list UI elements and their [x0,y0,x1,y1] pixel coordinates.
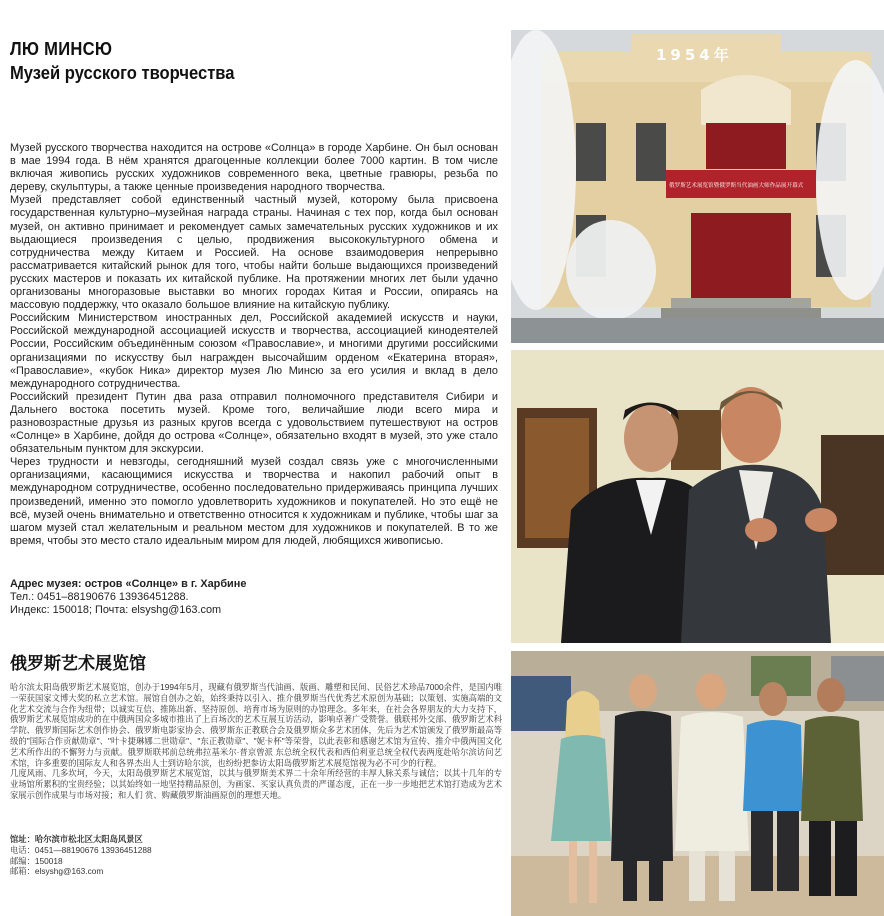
paragraph: 哈尔滨太阳岛俄罗斯艺术展览馆，创办于1994年5月，现藏有俄罗斯当代油画、版画、雕塑和民间、民俗艺术珍品7000余件，是国内唯一荣获国家文博大奖的私立艺术馆。展馆自创办之始，始终秉持以引入、推介俄罗斯当代优秀艺术原创为基础；以策划、实施高端的文化艺术交流与合作为纽带；以诚实互信、推陈出新、坚持原创、培育市场为原则的办馆理念。多年来，在社会各界朋友的大力支持下，俄罗斯艺术展览馆成功的在中俄两国众多城市推出了上百场次的艺术互展互访活动，影响卓著广受赞誉。俄联邦外交部、俄罗斯艺术科学院、俄罗斯国际艺术创作协会、俄罗斯电影家协会、俄罗斯东正教联合会及俄罗斯众多艺术团体，先后为艺术馆颁发了俄罗斯最高等级的"国际合作贡献勋章"、"叶卡捷琳娜二世勋章"、"东正教勋章"、"妮卡杯"等荣誉，以此表彰和感谢艺术馆为宣传、推介中俄两国文化艺术所作出的不懈努力与贡献。俄罗斯联邦前总统弗拉基米尔·普京曾派 东总统全权代表和西伯利亚总统全权代表两度赴哈尔滨访问艺术馆，许多重要的国际友人和各界杰出人士到访哈尔滨，也纷纷把参访太阳岛俄罗斯艺术展览馆视为必不可少的行程。 [10,682,502,768]
banner-text: 俄罗斯艺术展览馆暨俄罗斯当代油画大师作品展开幕式 [669,183,804,189]
paragraph: Музей представляет собой единственный частный музей, которому была присвоена государственная культурно–музейная награда страны. Начиная с тех пор, когда был основан музей, он активно принимает и рекомендует самых замечательных русских художников и их выдающиеся произведения с целью, продвижения высококультурного обмена и сотрудничества между Китаем и Россией. На основе взаимодоверия непрерывно рассматривается китайский рынок для того, чтобы найти больше выдающихся произведений русских мастеров и показать их китайской публике. На протяжении многих лет были удачно организованы многоразовые выставки во многих городах Китая и России, опираясь на массовую поддержку, что оказало большое влияние на китайскую публику. [10,194,498,312]
russian-article-body [10,142,498,548]
group-photo [511,651,884,916]
article-header [10,38,498,84]
cn-email-line: 邮箱：elsyshg@163.com [10,866,104,877]
paragraph: Российский президент Путин два раза отправил полномочного представителя Сибири и Дальнего востока посетить музей. Кроме того, величайшие люди всего мира и разновозрастные друзья из разных кругов всегда с удовольствием путешествуют на остров «Солнце» в Харбине, дойдя до острова «Солнце», обязательно входят в музей, это уже стало обязательным пунктом для экскурсии. [10,390,498,456]
paragraph: Через трудности и невзгоды, сегодняшний музей создал связь уже с многочисленными организациями, касающимися искусства и творчества и накопил рабочий опыт в международном сотрудничестве, особенно последовательно придерживаясь принципа лучших произведений, именно это помогло удовлетворить художников и покупателей. Но это ещё не всё, музей очень внимательно и ответственно относится к художникам и публике, чтобы шаг за шагом музей стал желательным и реальном местом для художников и покупателей. В то же время, чтобы это место стало идеальным миром для людей, любящихся живописью. [10,456,498,547]
chinese-article-body [10,682,502,801]
author-name: ЛЮ МИНСЮ [10,39,113,59]
museum-building-photo [511,30,884,343]
phone-line: Тел.: 0451–88190676 13936451288. [10,591,189,604]
chinese-title: 俄罗斯艺术展览馆 [10,654,146,673]
cn-zip-line: 邮编：150018 [10,855,63,866]
address-title: Адрес музея: остров «Солнце» в г. Харбине [10,578,247,590]
chinese-address-block [10,834,310,877]
cn-phone-line: 电话：0451—88190676 13936451288 [10,844,152,855]
russian-address-block [10,578,498,618]
paragraph: Российским Министерством иностранных дел, Российской академией искусств и науки, Российской международной ассоциацией искусств и творчества, ассоциацией кинодеятелей России, Российским объединённым союзом «Православие», и многими другими российскими организациями по искусству был награжден высочайшим орденом «Екатерина вторая», «Православие», «кубок Ника» директор музея Лю Минсю за его усилия и вклад в дело международного сотрудничества. [10,312,498,390]
cn-address-title: 馆址：哈尔滨市松北区太阳岛风景区 [10,834,143,844]
two-men-photo [511,350,884,643]
building-year-text: 1954年 [656,46,733,64]
paragraph: 几度风雨、几多坎坷，今天，太阳岛俄罗斯艺术展览馆，以其与俄罗斯美术界二十余年所经营的丰厚人脉关系与诚信；以其十几年的专业场馆所累积的宝贵经验；以其始终如一地坚持精品原创，为画家、买家认真负责的严谨态度，正在一步一步地把艺术馆打造成为艺术家展示创作成果与市场对接；和人们 赏、购藏俄罗斯油画原创的理想天地。 [10,768,502,800]
article-title: Музей русского творчества [10,63,235,83]
paragraph: Музей русского творчества находится на острове «Солнца» в городе Харбине. Он был основан в мае 1994 года. В нём хранятся драгоценные коллекции более 7000 картин. В том числе включая живопись русских художников современного века, цветные гравюры, резьба по дереву, скульптуры, а также ценные произведения народного творчества. [10,142,498,194]
index-email-line: Индекс: 150018; Почта: elsyshg@163.com [10,604,222,617]
